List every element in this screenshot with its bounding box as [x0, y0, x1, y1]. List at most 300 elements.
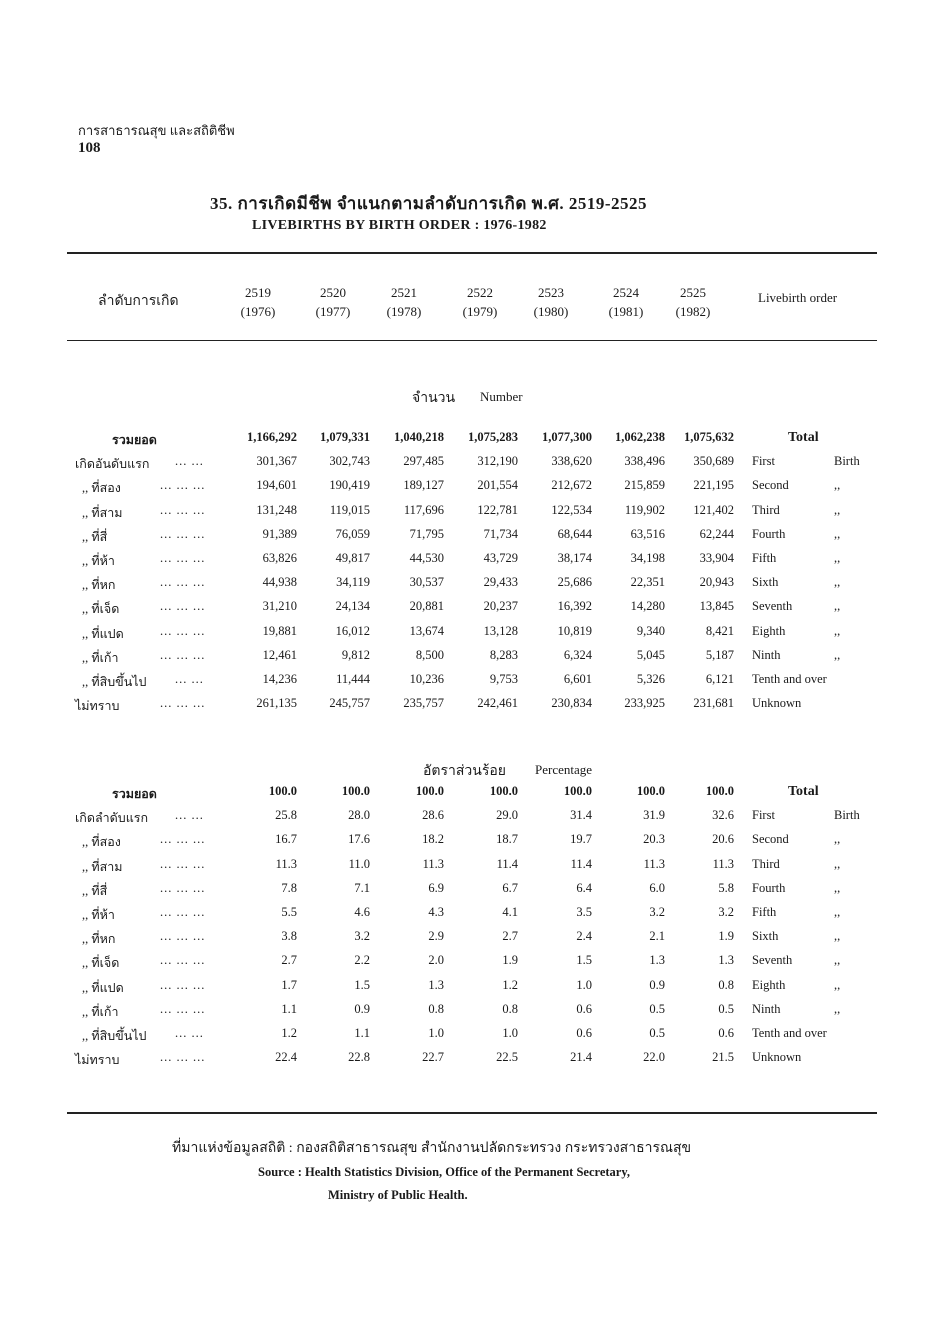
table-cell: 5,326	[636, 672, 665, 686]
table-cell: 22.5	[496, 1050, 518, 1065]
table-cell: 5.8	[718, 880, 734, 895]
table-cell: 18.2	[422, 832, 444, 847]
table-cell: 11.4	[496, 856, 518, 871]
table-cell: 20,943	[699, 575, 734, 590]
table-cell: 25.8	[275, 808, 297, 823]
table-cell: 1,079,331	[320, 430, 370, 444]
table-row	[0, 551, 941, 575]
row-label-thai: ,, ที่สิบขึ้นไป	[82, 675, 147, 689]
table-cell: 33,904	[699, 551, 734, 565]
table-cell: 8,500	[415, 647, 444, 662]
table-cell: 63,516	[630, 526, 665, 541]
table-cell: 13,845	[699, 599, 734, 614]
table-cell: 30,537	[409, 575, 444, 590]
table-cell: 1,077,300	[542, 430, 592, 444]
year-ce: (1977)	[315, 304, 351, 319]
table-cell: 3.5	[576, 905, 592, 919]
table-cell: 350,689	[693, 454, 734, 469]
table-cell: 1.9	[718, 929, 734, 944]
year-be: 2525	[680, 285, 706, 300]
table-row	[0, 672, 941, 696]
table-row	[0, 1050, 941, 1074]
row-label-thai: ,, ที่สี่	[82, 529, 108, 544]
table-cell: 2.7	[281, 953, 297, 968]
table-cell: 3.2	[718, 905, 734, 919]
row-label-english: Sixth	[752, 575, 779, 590]
table-cell: 100.0	[341, 784, 370, 798]
row-label-english-suffix: Birth	[834, 808, 860, 823]
row-label-thai: ,, ที่สอง	[82, 835, 121, 850]
row-label-english: Seventh	[752, 599, 793, 614]
table-cell: 201,554	[477, 478, 518, 493]
source-english-line2: Ministry of Public Health.	[328, 1188, 468, 1202]
table-cell: 7.1	[354, 880, 370, 895]
table-cell: 11.4	[570, 856, 592, 871]
row-label-thai: รวมยอด	[112, 433, 157, 447]
row-label-english-suffix: ,,	[834, 953, 841, 968]
table-cell: 231,681	[693, 696, 734, 711]
table-row	[0, 1002, 941, 1026]
table-cell: 2.4	[576, 929, 592, 944]
row-label-thai: ไม่ทราบ	[75, 699, 120, 714]
table-cell: 19,881	[262, 623, 297, 638]
table-cell: 17.6	[348, 832, 370, 847]
table-cell: 24,134	[335, 599, 370, 614]
table-cell: 1,075,632	[684, 430, 734, 444]
running-title: การสาธารณสุข และสถิติชีพ	[78, 123, 235, 138]
table-cell: 19.7	[570, 832, 592, 847]
table-cell: 20.6	[712, 832, 734, 847]
row-label-thai: ,, ที่เจ็ด	[82, 602, 120, 617]
number-section-title-english: Number	[480, 389, 523, 404]
top-rule	[67, 252, 877, 254]
header-rule	[67, 340, 877, 341]
leader-dots: ... ... ...	[160, 478, 206, 493]
table-cell: 43,729	[483, 551, 518, 565]
year-column-header	[663, 283, 723, 321]
row-label-english-suffix: ,,	[834, 623, 841, 638]
table-cell: 31.4	[570, 808, 592, 823]
table-cell: 5,187	[705, 647, 734, 662]
table-row	[0, 832, 941, 856]
table-cell: 44,530	[409, 551, 444, 565]
table-cell: 49,817	[335, 551, 370, 565]
number-section-title-thai: จำนวน	[412, 391, 456, 406]
table-cell: 194,601	[256, 478, 297, 493]
leader-dots: ... ... ...	[160, 551, 206, 565]
leader-dots: ... ...	[175, 1026, 204, 1040]
leader-dots: ... ... ...	[160, 696, 206, 711]
table-cell: 4.6	[354, 905, 370, 919]
row-label-english: Eighth	[752, 977, 786, 992]
table-cell: 21.4	[570, 1050, 592, 1065]
table-cell: 100.0	[268, 784, 297, 798]
table-cell: 44,938	[262, 575, 297, 590]
table-row	[0, 905, 941, 929]
table-cell: 31,210	[262, 599, 297, 614]
table-cell: 242,461	[477, 696, 518, 711]
row-label-thai: เกิดอันดับแรก	[75, 457, 150, 472]
row-label-english-suffix: ,,	[834, 502, 841, 517]
row-label-english-suffix: ,,	[834, 599, 841, 614]
table-cell: 34,198	[630, 551, 665, 565]
row-label-thai: ,, ที่สอง	[82, 481, 121, 496]
table-cell: 0.8	[428, 1001, 444, 1016]
table-cell: 1.5	[354, 977, 370, 992]
table-cell: 5.5	[281, 905, 297, 919]
leader-dots: ... ... ...	[160, 880, 206, 895]
table-row	[0, 624, 941, 648]
row-label-english-suffix: ,,	[834, 880, 841, 895]
row-label-thai: ,, ที่หก	[82, 578, 116, 593]
table-cell: 20,881	[409, 599, 444, 614]
table-cell: 4.3	[428, 905, 444, 919]
table-cell: 6.0	[649, 880, 665, 895]
table-cell: 9,340	[636, 623, 665, 638]
table-cell: 11.0	[348, 856, 370, 871]
table-cell: 2.2	[354, 953, 370, 968]
table-cell: 1,040,218	[394, 430, 444, 444]
row-label-english: Second	[752, 832, 789, 847]
table-row	[0, 881, 941, 905]
table-cell: 0.5	[649, 1001, 665, 1016]
leader-dots: ... ... ...	[160, 977, 206, 992]
row-label-english: Tenth and over	[752, 672, 827, 686]
leader-dots: ... ... ...	[160, 502, 206, 517]
leader-dots: ... ... ...	[160, 623, 206, 638]
percentage-section-title-thai: อัตราส่วนร้อย	[423, 764, 506, 779]
year-ce: (1981)	[608, 304, 644, 319]
table-cell: 0.8	[718, 977, 734, 992]
column-header-english: Livebirth order	[758, 290, 838, 305]
table-cell: 6,121	[705, 672, 734, 686]
table-cell: 28.6	[422, 808, 444, 823]
leader-dots: ... ... ...	[160, 953, 206, 968]
row-label-english: Fifth	[752, 551, 777, 565]
row-label-thai: ,, ที่สาม	[82, 859, 123, 874]
row-label-english-suffix: ,,	[834, 856, 841, 871]
table-cell: 1.1	[354, 1026, 370, 1040]
row-label-english-suffix: ,,	[834, 929, 841, 944]
table-cell: 63,826	[262, 551, 297, 565]
row-label-english-suffix: ,,	[834, 551, 841, 565]
table-cell: 3.2	[649, 905, 665, 919]
percentage-section-title-english: Percentage	[535, 762, 593, 777]
table-cell: 62,244	[699, 526, 734, 541]
year-column-header	[374, 283, 434, 321]
table-cell: 122,781	[477, 502, 518, 517]
table-cell: 338,496	[624, 454, 665, 469]
table-cell: 100.0	[415, 784, 444, 798]
table-row	[0, 696, 941, 720]
table-cell: 91,389	[262, 526, 297, 541]
table-cell: 9,812	[341, 647, 370, 662]
row-label-english: Tenth and over	[752, 1026, 827, 1040]
table-cell: 2.7	[502, 929, 518, 944]
table-cell: 32.6	[712, 808, 734, 823]
table-cell: 1,062,238	[615, 430, 665, 444]
table-cell: 71,795	[409, 526, 444, 541]
page-number: 108	[78, 140, 101, 156]
table-row	[0, 929, 941, 953]
table-cell: 233,925	[624, 696, 665, 711]
table-cell: 338,620	[551, 454, 592, 469]
table-cell: 3.8	[281, 929, 297, 944]
row-label-thai: ,, ที่สาม	[82, 505, 123, 520]
row-label-thai: ,, ที่ห้า	[82, 908, 115, 922]
table-cell: 16,392	[557, 599, 592, 614]
row-label-english: Eighth	[752, 623, 786, 638]
table-row	[0, 478, 941, 502]
table-cell: 10,819	[557, 623, 592, 638]
table-cell: 100.0	[636, 784, 665, 798]
table-cell: 0.9	[649, 977, 665, 992]
row-label-english-suffix: ,,	[834, 478, 841, 493]
row-label-english: First	[752, 454, 775, 469]
table-row	[0, 857, 941, 881]
leader-dots: ... ...	[175, 672, 204, 686]
table-cell: 9,753	[489, 672, 518, 686]
row-label-thai: ,, ที่หก	[82, 932, 116, 947]
row-label-thai: ,, ที่แปด	[82, 980, 124, 995]
table-cell: 1,166,292	[247, 430, 297, 444]
table-cell: 1.7	[281, 977, 297, 992]
leader-dots: ... ... ...	[160, 1050, 206, 1065]
table-cell: 1.9	[502, 953, 518, 968]
table-title-english: LIVEBIRTHS BY BIRTH ORDER : 1976-1982	[252, 218, 547, 233]
table-cell: 12,461	[262, 647, 297, 662]
table-cell: 302,743	[329, 454, 370, 469]
table-cell: 11.3	[712, 856, 734, 871]
table-cell: 20,237	[483, 599, 518, 614]
table-row	[0, 784, 941, 808]
row-label-english: Third	[752, 856, 780, 871]
row-label-thai: ,, ที่เก้า	[82, 1004, 119, 1019]
table-cell: 22.7	[422, 1050, 444, 1065]
row-label-english: Unknown	[752, 1050, 802, 1065]
row-label-english: Total	[788, 430, 819, 445]
table-row	[0, 454, 941, 478]
year-be: 2520	[320, 285, 346, 300]
table-cell: 6.7	[502, 880, 518, 895]
row-label-english: Ninth	[752, 647, 781, 662]
table-cell: 22.4	[275, 1050, 297, 1065]
year-be: 2521	[391, 285, 417, 300]
table-cell: 6.9	[428, 880, 444, 895]
table-cell: 0.5	[649, 1026, 665, 1040]
leader-dots: ... ... ...	[160, 856, 206, 871]
table-cell: 261,135	[256, 696, 297, 711]
table-cell: 34,119	[336, 575, 370, 590]
table-cell: 29.0	[496, 808, 518, 823]
table-cell: 11.3	[643, 856, 665, 871]
table-cell: 5,045	[636, 647, 665, 662]
table-row	[0, 430, 941, 454]
table-cell: 119,902	[624, 502, 665, 517]
leader-dots: ... ... ...	[160, 1001, 206, 1016]
leader-dots: ... ... ...	[160, 599, 206, 614]
table-cell: 22.8	[348, 1050, 370, 1065]
table-cell: 301,367	[256, 454, 297, 469]
year-be: 2522	[467, 285, 493, 300]
table-cell: 6,601	[563, 672, 592, 686]
row-label-thai: ,, ที่เก้า	[82, 650, 119, 665]
row-label-english-suffix: ,,	[834, 832, 841, 847]
source-thai: ที่มาแห่งข้อมูลสถิติ : กองสถิติสาธารณสุข สำนักงานปลัดกระทรวง กระทรวงสาธารณสุข	[172, 1141, 692, 1156]
leader-dots: ... ... ...	[160, 905, 206, 919]
year-be: 2519	[245, 285, 271, 300]
year-ce: (1980)	[533, 304, 569, 319]
table-cell: 230,834	[551, 696, 592, 711]
source-english-line1: Source : Health Statistics Division, Office of the Permanent Secretary,	[258, 1165, 631, 1179]
table-row	[0, 1026, 941, 1050]
table-cell: 1,075,283	[468, 430, 518, 444]
table-row	[0, 648, 941, 672]
table-cell: 215,859	[624, 478, 665, 493]
year-be: 2524	[613, 285, 639, 300]
table-cell: 29,433	[483, 575, 518, 590]
table-cell: 22,351	[630, 575, 665, 590]
table-cell: 21.5	[712, 1050, 734, 1065]
table-cell: 2.9	[428, 929, 444, 944]
table-cell: 10,236	[409, 672, 444, 686]
row-label-thai: ไม่ทราบ	[75, 1053, 120, 1068]
row-label-english-suffix: ,,	[834, 905, 841, 919]
table-cell: 14,280	[630, 599, 665, 614]
row-label-thai: เกิดลำดับแรก	[75, 811, 149, 826]
table-cell: 1.0	[576, 977, 592, 992]
table-cell: 235,757	[403, 696, 444, 711]
table-cell: 297,485	[403, 454, 444, 469]
column-header-thai: ลำดับการเกิด	[98, 294, 179, 309]
year-column-header	[450, 283, 510, 321]
row-label-thai: ,, ที่สิบขึ้นไป	[82, 1029, 147, 1043]
table-row	[0, 599, 941, 623]
year-ce: (1982)	[675, 304, 711, 319]
leader-dots: ... ... ...	[160, 929, 206, 944]
table-cell: 2.0	[428, 953, 444, 968]
table-cell: 71,734	[483, 526, 518, 541]
table-cell: 122,534	[551, 502, 592, 517]
table-cell: 1.1	[281, 1001, 297, 1016]
table-cell: 1.0	[428, 1026, 444, 1040]
leader-dots: ... ...	[175, 808, 204, 823]
row-label-english: First	[752, 808, 775, 823]
row-label-english: Sixth	[752, 929, 779, 944]
row-label-english-suffix: ,,	[834, 1001, 841, 1016]
row-label-thai: ,, ที่ห้า	[82, 554, 115, 568]
table-cell: 117,696	[403, 502, 444, 517]
leader-dots: ... ... ...	[160, 575, 206, 590]
row-label-english-suffix: ,,	[834, 647, 841, 662]
row-label-english: Third	[752, 502, 780, 517]
table-cell: 1.2	[502, 977, 518, 992]
row-label-english-suffix: ,,	[834, 526, 841, 541]
table-cell: 245,757	[329, 696, 370, 711]
table-cell: 16,012	[335, 623, 370, 638]
table-cell: 6,324	[563, 647, 592, 662]
table-cell: 31.9	[643, 808, 665, 823]
table-cell: 1.2	[281, 1026, 297, 1040]
table-cell: 119,015	[329, 502, 370, 517]
table-cell: 1.3	[718, 953, 734, 968]
table-cell: 189,127	[403, 478, 444, 493]
table-cell: 0.9	[354, 1001, 370, 1016]
table-cell: 0.8	[502, 1001, 518, 1016]
table-title-thai: 35. การเกิดมีชีพ จำแนกตามลำดับการเกิด พ.ศ. 2519-2525	[210, 194, 648, 213]
table-cell: 0.6	[576, 1026, 592, 1040]
year-column-header	[228, 283, 288, 321]
table-cell: 7.8	[281, 880, 297, 895]
year-column-header	[596, 283, 656, 321]
row-label-english: Second	[752, 478, 789, 493]
year-be: 2523	[538, 285, 564, 300]
row-label-english: Seventh	[752, 953, 793, 968]
table-cell: 8,421	[705, 623, 734, 638]
table-row	[0, 808, 941, 832]
table-cell: 1.3	[428, 977, 444, 992]
row-label-thai: รวมยอด	[112, 787, 157, 801]
leader-dots: ... ... ...	[160, 832, 206, 847]
row-label-thai: ,, ที่สี่	[82, 883, 108, 898]
row-label-english: Ninth	[752, 1001, 781, 1016]
table-cell: 8,283	[489, 647, 518, 662]
table-row	[0, 978, 941, 1002]
table-cell: 121,402	[693, 502, 734, 517]
table-cell: 1.0	[502, 1026, 518, 1040]
leader-dots: ... ...	[175, 454, 204, 469]
table-cell: 68,644	[557, 526, 592, 541]
year-ce: (1976)	[240, 304, 276, 319]
row-label-english: Fifth	[752, 905, 777, 919]
leader-dots: ... ... ...	[160, 647, 206, 662]
row-label-english-suffix: ,,	[834, 575, 841, 590]
table-cell: 38,174	[557, 551, 592, 565]
table-cell: 0.6	[576, 1001, 592, 1016]
table-cell: 1.3	[649, 953, 665, 968]
table-cell: 131,248	[256, 502, 297, 517]
table-cell: 221,195	[693, 478, 734, 493]
row-label-english: Fourth	[752, 526, 786, 541]
table-cell: 312,190	[477, 454, 518, 469]
row-label-thai: ,, ที่เจ็ด	[82, 956, 120, 971]
row-label-english-suffix: ,,	[834, 977, 841, 992]
table-cell: 22.0	[643, 1050, 665, 1065]
table-cell: 0.6	[718, 1026, 734, 1040]
table-row	[0, 953, 941, 977]
table-cell: 1.5	[576, 953, 592, 968]
table-cell: 4.1	[502, 905, 518, 919]
table-cell: 11,444	[336, 672, 370, 686]
table-cell: 18.7	[496, 832, 518, 847]
row-label-thai: ,, ที่แปด	[82, 626, 124, 641]
table-cell: 6.4	[576, 880, 592, 895]
table-cell: 100.0	[563, 784, 592, 798]
table-cell: 25,686	[557, 575, 592, 590]
table-cell: 76,059	[335, 526, 370, 541]
table-cell: 0.5	[718, 1001, 734, 1016]
table-cell: 13,128	[483, 623, 518, 638]
table-cell: 28.0	[348, 808, 370, 823]
table-row	[0, 527, 941, 551]
bottom-rule	[67, 1112, 877, 1114]
table-cell: 14,236	[262, 672, 297, 686]
leader-dots: ... ... ...	[160, 526, 206, 541]
table-cell: 16.7	[275, 832, 297, 847]
year-column-header	[521, 283, 581, 321]
row-label-english: Fourth	[752, 880, 786, 895]
table-cell: 20.3	[643, 832, 665, 847]
